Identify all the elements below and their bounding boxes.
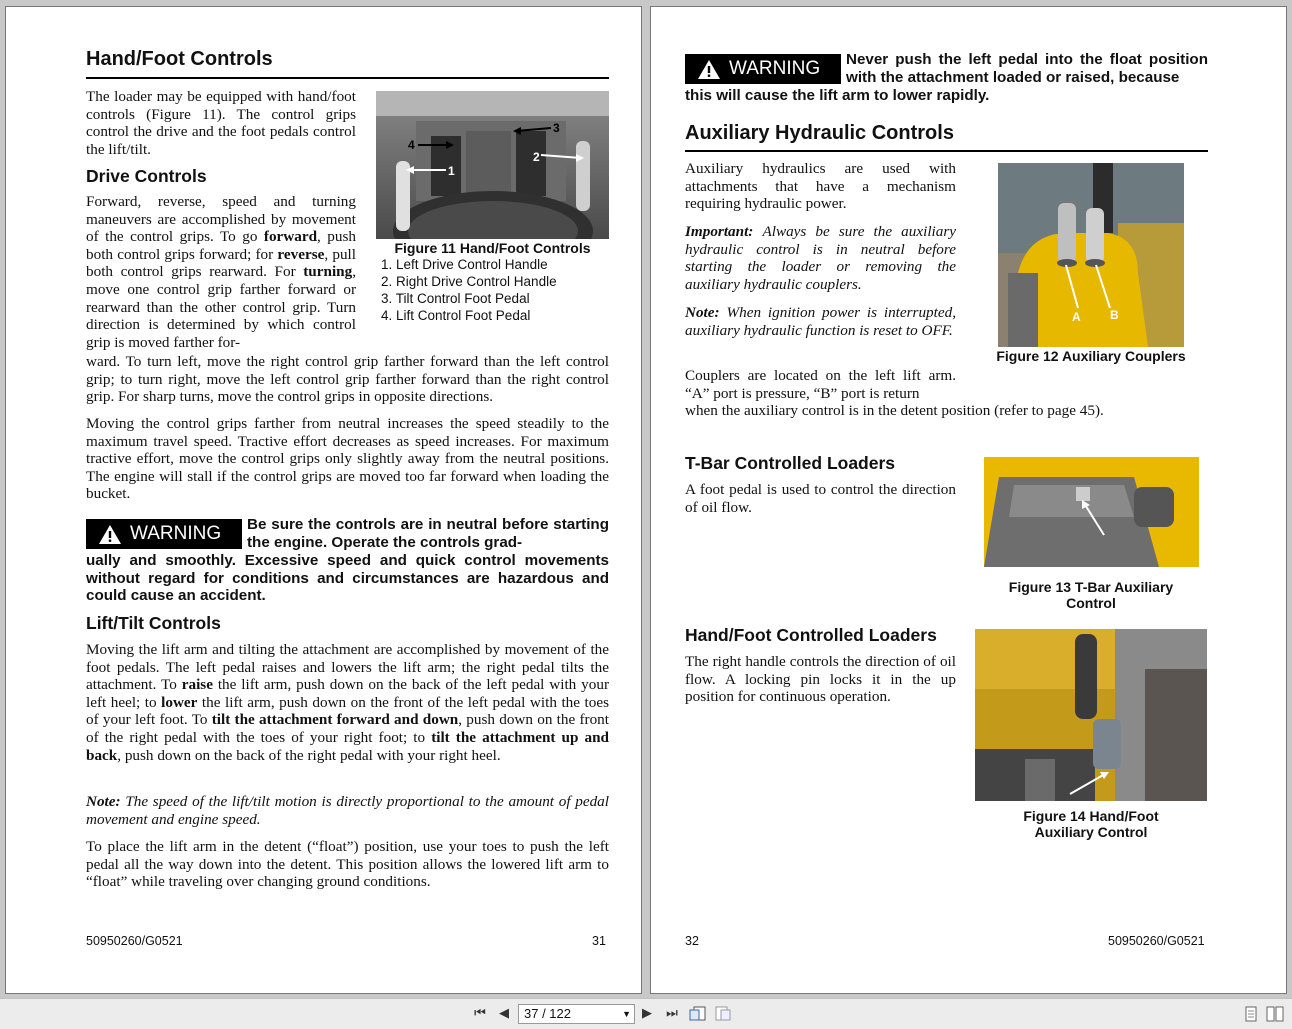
drive-controls-heading: Drive Controls (86, 166, 207, 186)
tbar-paragraph: A foot pedal is used to control the direction of oil flow. (685, 481, 956, 516)
next-page-icon[interactable]: ▶ (642, 1006, 652, 1021)
previous-view-icon[interactable] (689, 1006, 707, 1022)
right-page (650, 6, 1287, 994)
two-page-view-icon[interactable] (1266, 1006, 1284, 1022)
warning-label: WARNING (130, 523, 222, 544)
last-page-icon[interactable]: ⏭ (666, 1006, 678, 1021)
figure-11-list (381, 256, 611, 324)
single-page-view-icon[interactable] (1242, 1006, 1260, 1022)
aux-heading: Auxiliary Hydraulic Controls (685, 122, 954, 144)
figure-12-label-b: B (1110, 308, 1119, 322)
next-view-icon[interactable] (715, 1006, 733, 1022)
warning-badge (86, 519, 242, 549)
handfoot-paragraph: The right handle controls the direction of oil flow. A locking pin locks it in the up position for continuous operation. (685, 653, 956, 706)
figure-13-photo (984, 457, 1199, 567)
tbar-heading: T-Bar Controlled Loaders (685, 453, 896, 473)
intro-paragraph: The loader may be equipped with hand/foot controls (Figure 11). The control grips control the drive and the foot pedals control the lift/tilt. (86, 88, 356, 158)
couplers-paragraph-wide: when the auxiliary control is in the detent position (refer to page 45). (685, 402, 1104, 419)
handfoot-heading: Hand/Foot Controlled Loaders (685, 625, 937, 645)
warning-text-rest: this will cause the lift arm to lower rapidly. (685, 87, 990, 104)
footer-page-number: 32 (685, 934, 699, 948)
figure-12-photo (998, 163, 1184, 347)
page-title: Hand/Foot Controls (86, 48, 273, 70)
ignition-note (685, 304, 956, 339)
figure-11-callout-4: 4 (408, 138, 415, 152)
warning-triangle-icon (98, 524, 122, 545)
figure-14-caption (981, 808, 1201, 840)
footer-document-code: 50950260/G0521 (1108, 934, 1205, 948)
footer-page-number: 31 (592, 934, 606, 948)
figure-11-callout-2: 2 (533, 150, 540, 164)
figure-13-caption-line1: Figure 13 T-Bar Auxiliary (1008, 579, 1174, 595)
page-number-value: 37 / 122 (524, 1006, 571, 1021)
warning-triangle-icon (697, 59, 721, 80)
figure-14-photo (975, 629, 1207, 801)
warning-badge (685, 54, 841, 84)
important-text: Always be sure the auxiliary hydraulic control is in neutral before starting the loader or removing the auxiliary hydraulic couplers. (685, 223, 956, 293)
warning-text-rest: ually and smoothly. Excessive speed and quick control movements without regard for conditions and circumstances are hazardous and could cause an accident. (86, 552, 609, 605)
float-paragraph: To place the lift arm in the detent (“float”) position, use your toes to push the left pedal all the way down into the detent. This position allows the lowered lift arm to “float” while traveling over changing ground conditions. (86, 838, 609, 891)
couplers-paragraph-narrow: Couplers are located on the left lift arm. “A” port is pressure, “B” port is return (685, 367, 956, 402)
figure-11-photo (376, 91, 609, 239)
note-text: The speed of the lift/tilt motion is directly proportional to the amount of pedal movement and engine speed. (86, 793, 609, 828)
important-label: Important: (685, 223, 754, 240)
page-number-field[interactable] (518, 1004, 635, 1024)
figure-14-caption-line2: Auxiliary Control (1034, 824, 1148, 840)
figure-11-item: 3. Tilt Control Foot Pedal (381, 291, 530, 306)
left-page (5, 6, 642, 994)
figure-11-item: 4. Lift Control Foot Pedal (381, 308, 531, 323)
lift-tilt-heading: Lift/Tilt Controls (86, 613, 221, 633)
chevron-down-icon[interactable]: ▼ (622, 1009, 631, 1019)
figure-13-caption (981, 579, 1201, 611)
figure-11-item: 2. Right Drive Control Handle (381, 274, 557, 289)
warning-label: WARNING (729, 58, 821, 79)
note-text: When ignition power is interrupted, auxiliary hydraulic function is reset to OFF. (685, 304, 956, 339)
previous-page-icon[interactable]: ◀ (499, 1006, 509, 1021)
drive-paragraph-wide: ward. To turn left, move the right control grip farther forward than the left control grip; to turn right, move the left control grip farther forward than the right control grip. For sharp turns, move the control grips in opposite directions. (86, 353, 609, 406)
drive-paragraph-narrow: Forward, reverse, speed and turning maneuvers are accomplished by movement of the control grips. To go forward, push both control grips forward; for reverse, pull both control grips rearward. For turning, move one control grip farther forward or rearward than the other control grip. Turn direction is determined by which control grip is moved farther for- (86, 193, 356, 351)
aux-intro: Auxiliary hydraulics are used with attachments that have a mechanism requiring hydraulic power. (685, 160, 956, 213)
first-page-icon[interactable]: ⏮ (474, 1006, 486, 1021)
important-note (685, 223, 956, 293)
aux-rule (685, 150, 1208, 152)
note-label: Note: (86, 793, 121, 810)
note-label: Note: (685, 304, 720, 321)
figure-11-item: 1. Left Drive Control Handle (381, 257, 548, 272)
figure-12-label-a: A (1072, 310, 1081, 324)
footer-document-code: 50950260/G0521 (86, 934, 183, 948)
speed-paragraph: Moving the control grips farther from neutral increases the speed steadily to the maximum travel speed. Tractive effort decreases as speed increases. For maximum tractive effort, move the control grips only slightly away from the neutral positions. The engine will stall if the control grips are moved too far forward when loading the bucket. (86, 415, 609, 503)
figure-11-caption: Figure 11 Hand/Foot Controls (394, 240, 591, 256)
warning-text-line1: Be sure the controls are in neutral before starting the engine. Operate the controls grad- (247, 516, 609, 551)
figure-11-callout-3: 3 (553, 121, 560, 135)
figure-12-caption: Figure 12 Auxiliary Couplers (996, 348, 1186, 364)
figure-14-caption-line1: Figure 14 Hand/Foot (1023, 808, 1159, 824)
viewer-toolbar (0, 998, 1292, 1029)
figure-11-callout-1: 1 (448, 164, 455, 178)
title-rule (86, 77, 609, 79)
figure-13-caption-line2: Control (1066, 595, 1116, 611)
warning-text-line1: Never push the left pedal into the float position with the attachment loaded or raised, because (846, 51, 1208, 86)
lift-tilt-paragraph: Moving the lift arm and tilting the attachment are accomplished by movement of the foot pedals. The left pedal raises and lowers the lift arm; the right pedal tilts the attachment. To raise the lift arm, push down on the back of the left pedal with your left heel; to lower the lift arm, push down on the front of the left pedal with the toes of your left foot. To tilt the attachment forward and down, push down on the front of the right pedal with the toes of your right foot; to tilt the attachment up and back, push down on the back of the right pedal with your right heel. (86, 641, 610, 764)
lift-note (86, 793, 609, 828)
